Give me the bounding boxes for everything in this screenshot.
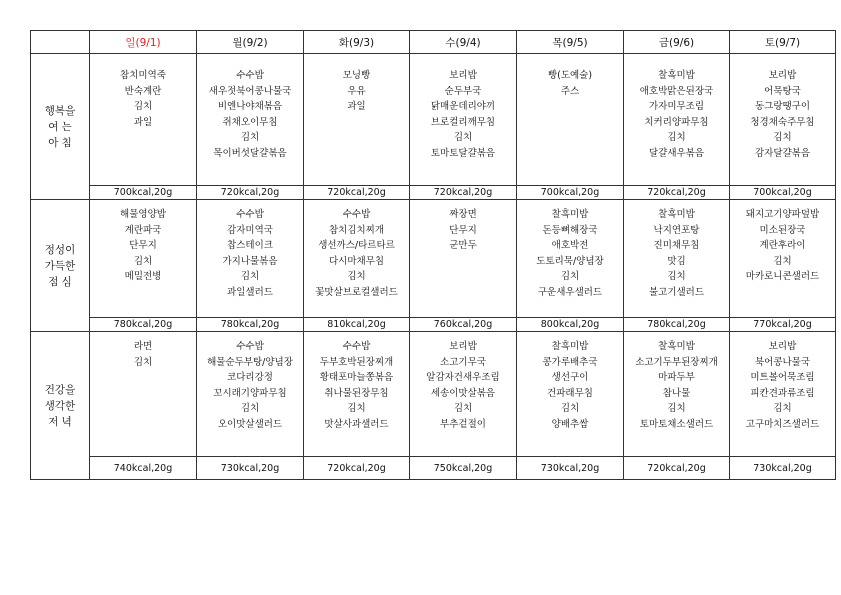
menu-item: 다시마채무침 (328, 255, 385, 267)
breakfast-thu-menu (517, 54, 624, 186)
meal-label-line: 행복을 (44, 104, 76, 117)
lunch-sun-menu (90, 200, 197, 318)
menu-item: 북어콩나물국 (754, 356, 811, 368)
menu-item: 김치 (667, 271, 686, 283)
menu-item: 김치 (453, 132, 473, 144)
breakfast-sun-menu (90, 54, 197, 186)
menu-item: 보리밥 (768, 70, 797, 81)
lunch-menu-row (31, 200, 836, 318)
menu-item: 닭매운데리야끼 (430, 101, 496, 113)
corner-cell (31, 31, 90, 54)
menu-item: 피칸견과류조림 (750, 387, 815, 399)
menu-item: 치커리양파무침 (644, 116, 709, 128)
lunch-wed-kcal: 760kcal,20g (410, 318, 517, 332)
menu-item: 김치 (240, 132, 260, 144)
dinner-menu-row (31, 332, 836, 457)
dinner-fri-kcal: 720kcal,20g (624, 457, 730, 480)
menu-item: 과일샐러드 (227, 286, 273, 298)
lunch-tue-menu (304, 200, 410, 318)
menu-item: 김치 (240, 271, 260, 283)
menu-item: 김치 (667, 403, 686, 415)
menu-item: 단무지 (129, 240, 157, 252)
menu-item: 소고기무국 (440, 356, 486, 368)
menu-item: 모닝빵 (342, 70, 371, 81)
menu-item: 꽃맛살브로컬샐러드 (315, 286, 398, 298)
menu-item: 빵(도예술) (547, 70, 593, 81)
menu-item: 건파래무침 (547, 387, 593, 399)
dinner-sun-menu (90, 332, 197, 457)
menu-item: 돈등뼈해장국 (542, 224, 598, 236)
menu-item: 반숙계란 (124, 85, 162, 97)
menu-item: 과일 (133, 116, 153, 128)
breakfast-sun-kcal: 700kcal,20g (90, 186, 197, 200)
header-row (31, 31, 836, 54)
lunch-sat-kcal: 770kcal,20g (730, 318, 836, 332)
menu-item: 브로컬리깨무침 (430, 116, 496, 128)
menu-item: 맛살사과샐러드 (324, 418, 389, 430)
menu-item: 목이버섯달걀볶음 (213, 147, 287, 159)
breakfast-mon-menu (197, 54, 304, 186)
menu-item: 보리밥 (449, 70, 477, 81)
menu-item: 미소된장국 (759, 224, 806, 236)
menu-item: 참나물 (662, 387, 691, 399)
menu-item: 주스 (560, 85, 580, 97)
breakfast-kcal-row (31, 186, 836, 200)
menu-item: 소고기두부된장찌개 (635, 356, 718, 368)
menu-item: 양배추쌈 (551, 418, 589, 430)
menu-item: 찰흑미밥 (551, 209, 589, 220)
lunch-fri-menu (624, 200, 730, 318)
lunch-mon-kcal: 780kcal,20g (197, 318, 304, 332)
breakfast-tue-kcal: 720kcal,20g (304, 186, 410, 200)
menu-item: 김치 (560, 271, 580, 283)
menu-item: 새우젓북어콩나물국 (208, 85, 292, 97)
breakfast-tue-menu (304, 54, 410, 186)
menu-item: 해물순두부탕/양념장 (207, 356, 293, 368)
breakfast-label (31, 54, 90, 200)
breakfast-wed-menu (410, 54, 517, 186)
menu-item: 세송이맛살볶음 (430, 387, 496, 399)
menu-item: 계란파국 (124, 224, 162, 236)
menu-item: 찰흑미밥 (551, 341, 589, 352)
menu-item: 김치 (240, 403, 260, 415)
dinner-tue-kcal: 720kcal,20g (304, 457, 410, 480)
day-header-sun: 일(9/1) (90, 31, 197, 54)
menu-item: 감자달걀볶음 (754, 147, 811, 159)
menu-item: 생선까스/타르타르 (318, 240, 395, 252)
dinner-sat-kcal: 730kcal,20g (730, 457, 836, 480)
dinner-sat-menu (730, 332, 836, 457)
day-header-tue: 화(9/3) (304, 31, 410, 54)
menu-item: 김치 (560, 403, 580, 415)
menu-item: 구운새우샐러드 (537, 286, 603, 298)
menu-item: 취나물된장무침 (324, 387, 389, 399)
menu-item: 찰흑미밥 (658, 70, 695, 81)
menu-item: 과일 (347, 101, 366, 113)
menu-item: 생선구이 (551, 372, 589, 384)
lunch-wed-menu (410, 200, 517, 318)
menu-item: 찰흑미밥 (658, 209, 695, 220)
breakfast-sat-kcal: 700kcal,20g (730, 186, 836, 200)
dinner-thu-menu (517, 332, 624, 457)
menu-item: 계란후라이 (759, 240, 806, 252)
meal-label-line: 생각한 (44, 399, 76, 412)
menu-item: 진미채무침 (653, 240, 700, 252)
breakfast-thu-kcal: 700kcal,20g (517, 186, 624, 200)
menu-item: 순두부국 (444, 85, 482, 97)
breakfast-mon-kcal: 720kcal,20g (197, 186, 304, 200)
meal-label-line: 가득한 (44, 259, 76, 272)
menu-item: 김치 (133, 101, 153, 113)
menu-item: 수수밥 (236, 209, 264, 220)
menu-item: 찹스테이크 (227, 240, 273, 252)
breakfast-menu-row (31, 54, 836, 186)
day-header-wed: 수(9/4) (410, 31, 517, 54)
dinner-wed-menu (410, 332, 517, 457)
menu-item: 동그랑땡구이 (754, 101, 811, 113)
menu-item: 수수밥 (342, 341, 371, 352)
dinner-thu-kcal: 730kcal,20g (517, 457, 624, 480)
menu-item: 찰흑미밥 (658, 341, 695, 352)
dinner-fri-menu (624, 332, 730, 457)
menu-item: 라면 (133, 341, 153, 352)
menu-item: 김치 (347, 271, 366, 283)
menu-item: 불고기샐러드 (648, 286, 705, 298)
meal-label-line: 아 침 (48, 136, 72, 149)
day-header-sat: 토(9/7) (730, 31, 836, 54)
menu-item: 김치 (773, 403, 792, 415)
day-header-thu: 목(9/5) (517, 31, 624, 54)
menu-item: 어묵탕국 (764, 85, 801, 97)
menu-item: 토마토달걀볶음 (430, 147, 496, 159)
menu-item: 맛김 (667, 255, 686, 267)
breakfast-fri-menu (624, 54, 730, 186)
menu-item: 두부호박된장찌개 (319, 356, 394, 368)
menu-item: 해물영양밥 (120, 209, 166, 220)
meal-label-line: 저 녁 (48, 415, 72, 428)
menu-item: 미트볼어묵조림 (750, 372, 815, 384)
menu-item: 김치 (453, 403, 473, 415)
meal-label-line: 점 심 (48, 275, 72, 288)
menu-item: 청경채숙주무침 (750, 116, 815, 128)
lunch-kcal-row (31, 318, 836, 332)
menu-item: 마파두부 (658, 372, 695, 384)
menu-item: 참치김치찌개 (328, 224, 385, 236)
menu-item: 수수밥 (236, 341, 264, 352)
lunch-sat-menu (730, 200, 836, 318)
menu-item: 부추겉절이 (440, 418, 486, 430)
lunch-label (31, 200, 90, 332)
menu-item: 군만두 (449, 240, 477, 252)
lunch-thu-kcal: 800kcal,20g (517, 318, 624, 332)
meal-label-line: 건강을 (44, 383, 76, 396)
menu-item: 우유 (347, 85, 366, 97)
dinner-label (31, 332, 90, 480)
menu-item: 비엔나야채볶음 (217, 101, 283, 113)
menu-item: 낙지연포탕 (653, 224, 700, 236)
lunch-mon-menu (197, 200, 304, 318)
menu-item: 황태포마늘쫑볶음 (319, 372, 394, 384)
dinner-tue-menu (304, 332, 410, 457)
menu-item: 보리밥 (768, 341, 797, 352)
day-header-fri: 금(9/6) (624, 31, 730, 54)
breakfast-fri-kcal: 720kcal,20g (624, 186, 730, 200)
lunch-tue-kcal: 810kcal,20g (304, 318, 410, 332)
meal-label-line: 여 는 (48, 120, 72, 133)
menu-item: 짜장면 (449, 209, 477, 220)
menu-item: 애호박전 (551, 240, 589, 252)
menu-item: 오이맛살샐러드 (217, 418, 283, 430)
menu-item: 김치 (667, 132, 686, 144)
lunch-sun-kcal: 780kcal,20g (90, 318, 197, 332)
breakfast-sat-menu (730, 54, 836, 186)
menu-item: 김치 (347, 403, 366, 415)
menu-item: 코다리강정 (227, 372, 273, 384)
menu-item: 애호박맑은된장국 (639, 85, 714, 97)
menu-item: 참치미역죽 (120, 70, 166, 81)
menu-item: 감자미역국 (227, 224, 273, 236)
lunch-fri-kcal: 780kcal,20g (624, 318, 730, 332)
menu-item: 수수밥 (342, 209, 371, 220)
menu-item: 고구마치즈샐러드 (745, 418, 820, 430)
menu-item: 돼지고기양파덮밥 (745, 209, 820, 220)
day-header-mon: 월(9/2) (197, 31, 304, 54)
menu-item: 달걀새우볶음 (648, 147, 705, 159)
weekly-menu-table (30, 30, 836, 480)
dinner-wed-kcal: 750kcal,20g (410, 457, 517, 480)
menu-item: 가자미무조림 (648, 101, 705, 113)
menu-item: 김치 (773, 132, 792, 144)
menu-item: 마카로니콘샐러드 (745, 271, 820, 283)
menu-item: 꼬시래기양파무침 (213, 387, 287, 399)
menu-item: 김치 (133, 255, 153, 267)
menu-item: 도토리묵/양념장 (536, 255, 604, 267)
menu-item: 쥐채오이무침 (222, 116, 278, 128)
menu-item: 콩가루배추국 (542, 356, 598, 368)
dinner-mon-kcal: 730kcal,20g (197, 457, 304, 480)
menu-item: 가지나물볶음 (222, 255, 278, 267)
menu-item: 알감자건새우조림 (426, 372, 500, 384)
menu-item: 단무지 (449, 224, 477, 236)
menu-item: 메밀전병 (124, 271, 162, 283)
menu-item: 토마토채소샐러드 (639, 418, 714, 430)
lunch-thu-menu (517, 200, 624, 318)
menu-item: 수수밥 (236, 70, 264, 81)
menu-item: 김치 (773, 255, 792, 267)
dinner-sun-kcal: 740kcal,20g (90, 457, 197, 480)
dinner-kcal-row (31, 457, 836, 480)
menu-item: 김치 (133, 356, 153, 368)
dinner-mon-menu (197, 332, 304, 457)
menu-item: 보리밥 (449, 341, 477, 352)
breakfast-wed-kcal: 720kcal,20g (410, 186, 517, 200)
meal-label-line: 정성이 (44, 243, 76, 256)
